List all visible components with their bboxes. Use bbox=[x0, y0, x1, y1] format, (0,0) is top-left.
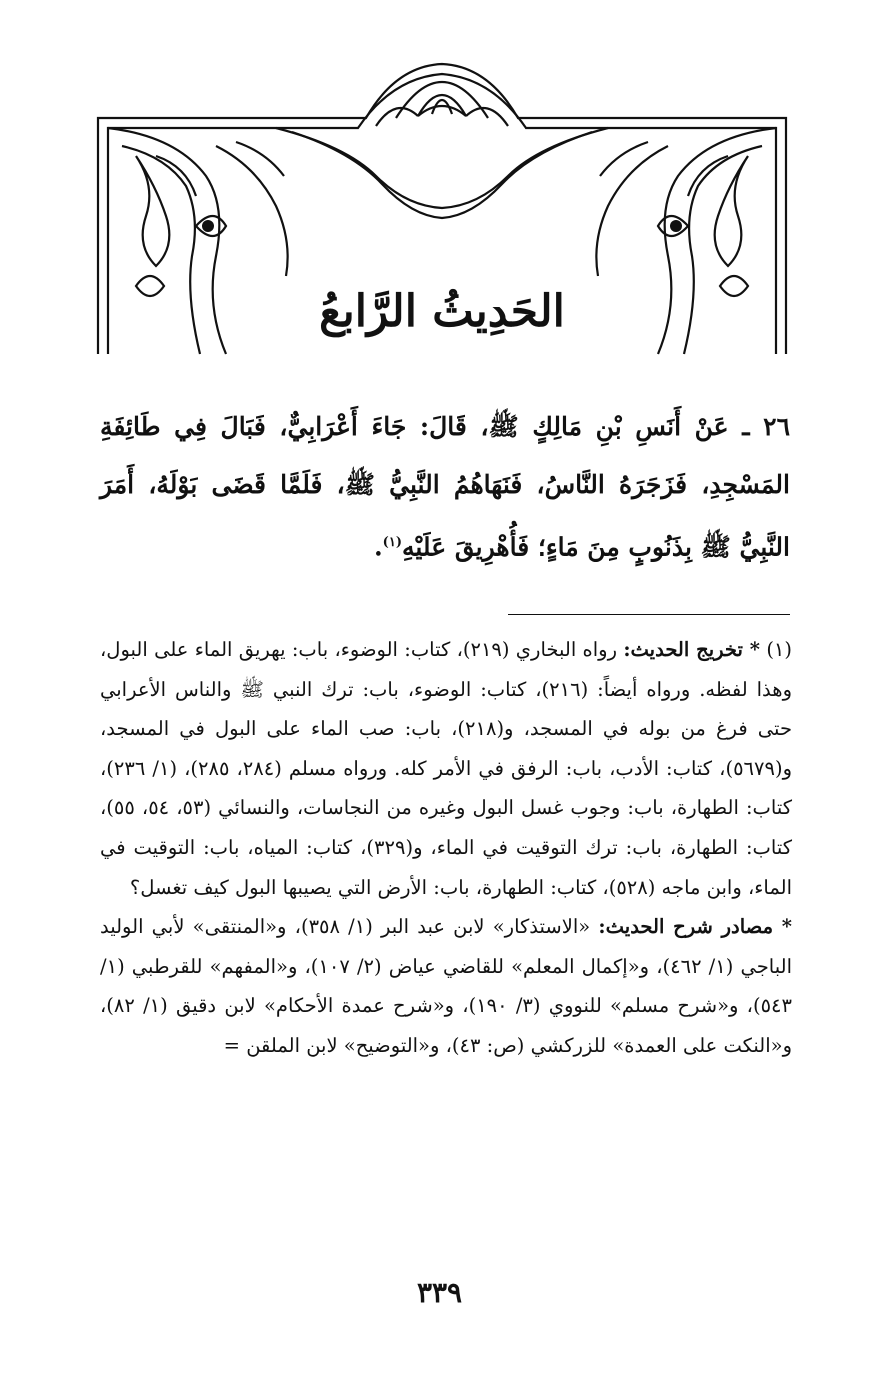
page-number: ٣٣٩ bbox=[416, 1276, 463, 1309]
hadith-text bbox=[100, 398, 790, 576]
footnote bbox=[100, 630, 792, 1066]
sharh-text: «الاستذكار» لابن عبد البر (١/ ٣٥٨)، و«المنتقى» لأبي الوليد الباجي (١/ ٤٦٢)، و«إكمال المعلم» للقاضي عياض (٢/ ١٠٧)، و«المفهم» للقرطبي (١/ ٥٤٣)، و«شرح مسلم» للنووي (٣/ ١٩٠)، و«شرح عمدة الأحكام» لابن دقيق (١/ ٨٢)، و«النكت على العمدة» للزركشي (ص: ٤٣)، و«التوضيح» لابن الملقن = bbox=[100, 915, 792, 1057]
chapter-title: الحَدِيثُ الرَّابعُ bbox=[319, 286, 565, 337]
footnote-divider bbox=[508, 614, 790, 615]
footnote-marker: (١) bbox=[382, 535, 402, 550]
hadith-body: ٢٦ ـ عَنْ أَنَسِ بْنِ مَالِكٍ ﷺ، قَالَ: جَاءَ أَعْرَابِيٌّ، فَبَالَ فِي طَائِفَةِ المَسْجِدِ، فَزَجَرَهُ النَّاسُ، فَنَهَاهُمُ النَّبِيُّ ﷺ، فَلَمَّا قَضَى بَوْلَهُ، أَمَرَ النَّبِيُّ ﷺ بِذَنُوبٍ مِنَ مَاءٍ؛ فَأُهْرِيقَ عَلَيْهِ bbox=[100, 412, 790, 562]
footnote-sharh bbox=[100, 907, 792, 1065]
takhrij-heading: * تخريج الحديث: bbox=[623, 638, 761, 661]
sharh-heading: * مصادر شرح الحديث: bbox=[598, 915, 792, 939]
hadith-end: . bbox=[373, 532, 383, 562]
takhrij-text: رواه البخاري (٢١٩)، كتاب: الوضوء، باب: يهريق الماء على البول، وهذا لفظه. ورواه أيضاً: (٢١٦)، كتاب: الوضوء، باب: ترك النبي ﷺ والناس الأعرابي حتى فرغ من بوله في المسجد، و(٢١٨)، باب: صب الماء على البول في المسجد، و(٥٦٧٩)، كتاب: الأدب، باب: الرفق في الأمر كله. ورواه مسلم (٢٨٤، ٢٨٥)، (١/ ٢٣٦)، كتاب: الطهارة، باب: وجوب غسل البول وغيره من النجاسات، والنسائي (٥٣، ٥٤، ٥٥)، كتاب: الطهارة، باب: ترك التوقيت في الماء، و(٣٢٩)، كتاب: المياه، باب: التوقيت في الماء، وابن ماجه (٥٢٨)، كتاب: الطهارة، باب: الأرض التي يصيبها البول كيف تغسل؟ bbox=[100, 638, 792, 899]
footnote-takhrij bbox=[100, 630, 792, 907]
footnote-number: (١) bbox=[766, 638, 793, 661]
